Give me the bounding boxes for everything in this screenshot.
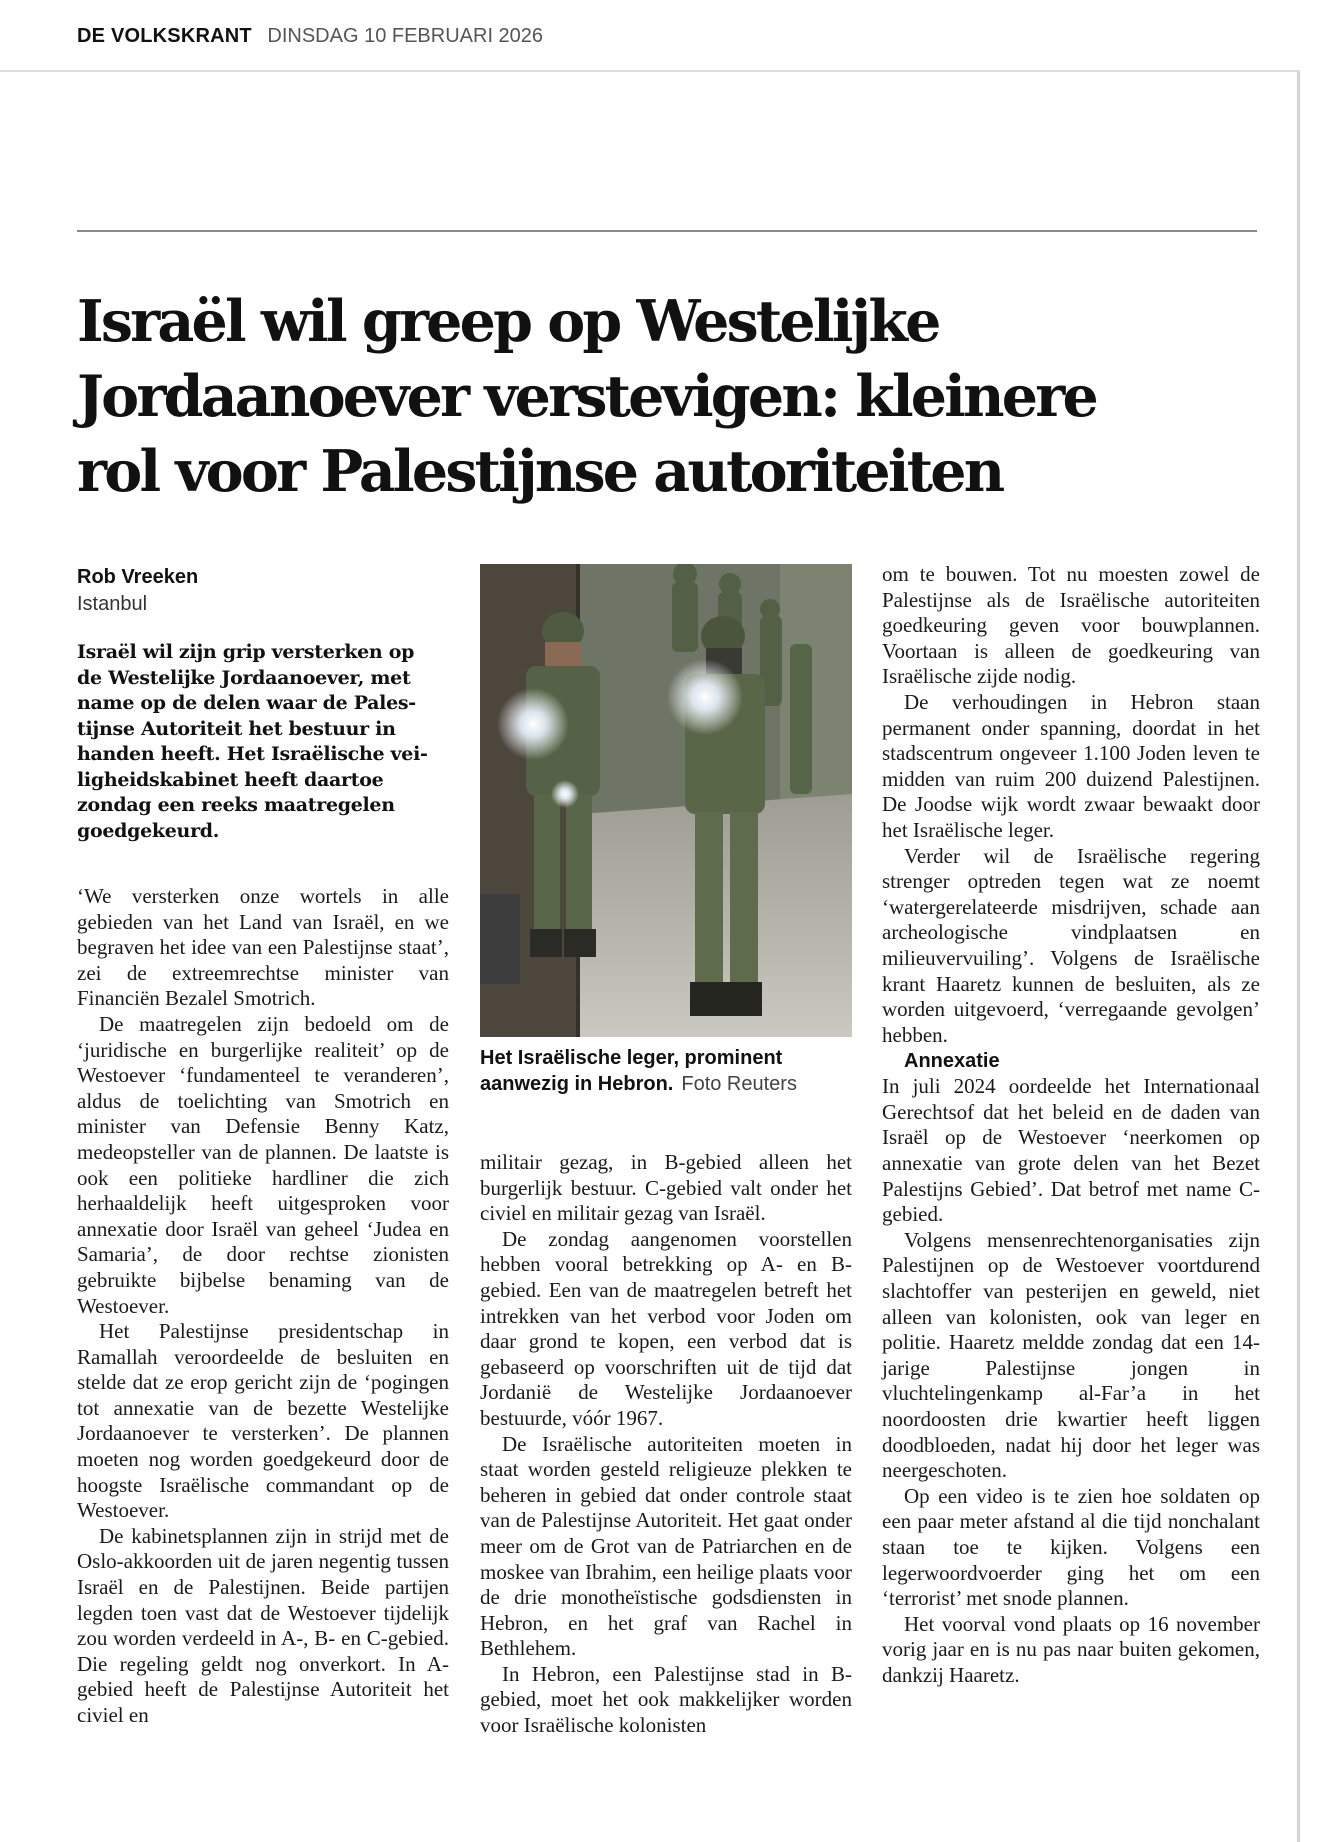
article-column-1 [77, 884, 449, 1729]
lead-line: tijnse Autoriteit het bestuur in [77, 717, 396, 740]
body-paragraph: In Hebron, een Palestijnse stad in B-gebied, moet het ook makkelijker worden voor Israëlische kolonisten [480, 1661, 852, 1738]
masthead [77, 25, 543, 48]
body-paragraph: In juli 2024 oordeelde het Internationaal Gerechtsof dat het beleid en de daden van Israël op de Westoever ‘neerkomen op annexatie van grote delen van het Bezet Palestijns Gebied’. Dat betrof met name C-gebied. [882, 1074, 1260, 1227]
article-headline [77, 284, 1277, 509]
author-name: Rob Vreeken [77, 566, 199, 588]
headline-line: Israël wil greep op Westelijke [77, 288, 939, 355]
dateline-location: Istanbul [77, 593, 148, 615]
headline-line: Jordaanoever verstevigen: kleinere [77, 363, 1096, 430]
page-right-edge [1297, 72, 1300, 1842]
body-paragraph: De verhoudingen in Hebron staan permanent onder spanning, doordat in het stadscentrum ongeveer 1.100 Joden leven te midden van ruim 200 duizend Palestijnen. De Joodse wijk wordt zwaar bewaakt door het Israëlische leger. [882, 689, 1260, 842]
body-paragraph: De zondag aangenomen voorstellen hebben vooral betrekking op A- en B-gebied. Een van de maatregelen betreft het intrekken van het verbod voor Joden om daar grond te kopen, een verbod dat is gebaseerd op voorschriften uit de tijd dat Jordanië de Westelijke Jordaanoever bestuurde, vóór 1967. [480, 1226, 852, 1430]
body-paragraph: De kabinetsplannen zijn in strijd met de Oslo-akkoorden uit de jaren negentig tussen Israël en de Palestijnen. Beide partijen legden toen vast dat de Westoever tijdelijk zou worden verdeeld in A-, B- en C-gebied. Die regeling geldt nog onverkort. In A-gebied heeft de Palestijnse Autoriteit het civiel en [77, 1523, 449, 1727]
article-lead [77, 640, 449, 844]
page-top-edge [0, 70, 1300, 72]
body-paragraph: Op een video is te zien hoe soldaten op een paar meter afstand al die tijd nonchalant staan toe te kijken. Volgens een legerwoordvoerder ging het om een ‘terrorist’ met snode plannen. [882, 1483, 1260, 1611]
lead-line: handen heeft. Het Israëlische vei- [77, 743, 428, 765]
article-column-2 [480, 1150, 852, 1739]
body-paragraph: Het Palestijnse presidentschap in Ramallah veroordeelde de besluiten en stelde dat ze erop gericht zijn de ‘pogingen tot annexatie van de bezette Westelijke Jordaanoever te versterken’. De plannen moeten nog worden goedgekeurd door de hoogste Israëlische commandant op de Westoever. [77, 1319, 449, 1523]
lead-line: goedgekeurd. [77, 819, 220, 842]
body-paragraph: Volgens mensenrechtenorganisaties zijn Palestijnen op de Westoever voortdurend slachtoffer van pesterijen en geweld, niet alleen van kolonisten, ook van leger en politie. Haaretz meldde zondag dat een 14-jarige Palestijnse jongen in vluchtelingenkamp al-Far’a in het noordoosten drie kwartier heeft liggen doodbloeden, nadat hij door het leger was neergeschoten. [882, 1227, 1260, 1483]
body-paragraph: om te bouwen. Tot nu moesten zowel de Palestijnse als de Israëlische autoriteiten goedkeuring geven voor bouwplannen. Voortaan is alleen de goedkeuring van Israëlische zijde nodig. [882, 562, 1260, 689]
lead-line: name op de delen waar de Pales- [77, 692, 416, 714]
byline [77, 563, 198, 617]
lead-line: zondag een reeks maatregelen [77, 794, 395, 816]
body-paragraph: Het voorval vond plaats op 16 november vorig jaar en is nu pas naar buiten gekomen, dankzij Haaretz. [882, 1611, 1260, 1687]
body-paragraph: De Israëlische autoriteiten moeten in staat worden gesteld religieuze plekken te beheren in gebied dat onder controle staat van de Palestijnse Autoriteit. Het gaat onder meer om de Grot van de Patriarchen en de moskee van Ibrahim, een heilige plaats voor de drie monotheïstische godsdiensten in Hebron, en het graf van Rachel in Bethlehem. [480, 1431, 852, 1661]
body-paragraph: militair gezag, in B-gebied alleen het burgerlijk bestuur. C-gebied valt onder het civiel en militair gezag van Israël. [480, 1150, 852, 1226]
article-column-3 [882, 562, 1260, 1689]
edition-date: DINSDAG 10 FEBRUARI 2026 [267, 25, 544, 47]
headline-line: rol voor Palestijnse autoriteiten [77, 438, 1003, 505]
section-subheading: Annexatie [904, 1050, 1000, 1073]
photo-credit: Foto Reuters [681, 1073, 797, 1095]
article-photo [480, 564, 852, 1037]
lead-line: ligheidskabinet heeft daartoe [77, 768, 384, 791]
lead-line: de Westelijke Jordaanoever, met [77, 666, 411, 689]
lead-line: Israël wil zijn grip versterken op [77, 641, 415, 663]
newspaper-name: DE VOLKSKRANT [77, 25, 252, 47]
body-paragraph: ‘We versterken onze wortels in alle gebieden van het Land van Israël, en we begraven het idee van een Palestijnse staat’, zei de extreemrechtse minister van Financiën Bezalel Smotrich. [77, 884, 449, 1011]
header-rule [77, 230, 1257, 232]
photo-caption [480, 1045, 860, 1097]
body-paragraph: Verder wil de Israëlische regering strenger optreden tegen wat ze noemt ‘watergerelateerde misdrijven, schade aan archeologische vindplaatsen en milieuvervuiling’. Volgens de Israëlische krant Haaretz kunnen de besluiten, als ze worden uitgevoerd, ‘verregaande gevolgen’ hebben. [882, 843, 1260, 1047]
caption-text: Het Israëlische leger, prominent aanwezig in Hebron. [480, 1047, 783, 1095]
body-paragraph: De maatregelen zijn bedoeld om de ‘juridische en burgerlijke realiteit’ op de Westoever ‘fundamenteel te veranderen’, aldus de toelichting van Smotrich en minister van Defensie Benny Katz, medeopsteller van de plannen. De laatste is ook een politieke hardliner die zich herhaaldelijk heeft uitgesproken voor annexatie door Israël van geheel ‘Judea en Samaria’, de door rechtse zionisten gebruikte bijbelse benaming van de Westoever. [77, 1011, 449, 1318]
soldiers-photo [480, 564, 852, 1037]
